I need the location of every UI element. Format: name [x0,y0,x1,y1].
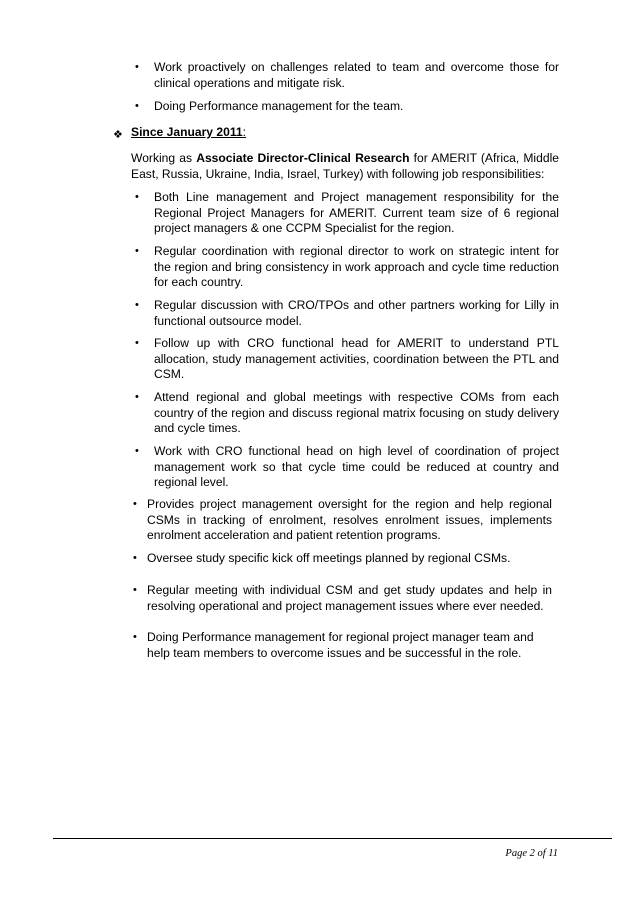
list-item-text: Regular coordination with regional director to work on strategic intent for the region and bring consistency in work approach and cycle time reduction for each country. [154,244,559,290]
diamond-bullet-icon: ❖ [113,128,123,141]
list-item [135,244,559,291]
list-item [135,444,559,491]
bullet-icon: • [133,631,137,643]
list-item [135,99,559,115]
bullet-icon: • [133,498,137,510]
list-item-text: Regular discussion with CRO/TPOs and other partners working for Lilly in functional outsource model. [154,298,559,328]
section-heading-text: Since January 2011 [131,125,243,139]
list-item [135,60,559,91]
section-intro [131,151,559,182]
list-item [135,298,559,329]
footer-rule [53,838,612,839]
list-item [135,336,559,383]
list-item [133,551,552,567]
bullet-icon: • [135,61,139,73]
list-item-text: Regular meeting with individual CSM and get study updates and help in resolving operational and project management issues where ever needed. [147,583,552,613]
page-number: Page 2 of 11 [505,848,558,859]
list-item-text: Provides project management oversight for the region and help regional CSMs in tracking of enrolment, resolves enrolment issues, implements enrolment acceleration and patient retention programs. [147,497,552,543]
list-item [135,190,559,237]
bullet-icon: • [133,584,137,596]
bullet-icon: • [135,299,139,311]
list-item-text: Work proactively on challenges related to team and overcome those for clinical operations and mitigate risk. [154,60,559,90]
intro-prefix: Working as [131,151,197,165]
intro-role: Associate Director-Clinical Research [196,151,410,165]
list-item-text: Doing Performance management for the team. [154,99,404,113]
bullet-icon: • [135,337,139,349]
bullet-icon: • [135,100,139,112]
bullet-icon: • [135,245,139,257]
list-item-text: Both Line management and Project management responsibility for the Regional Project Managers for AMERIT. Current team size of 6 regional project managers & one CCPM Specialist for the region. [154,190,559,236]
list-item [133,583,552,614]
list-item-text: Work with CRO functional head on high level of coordination of project management work so that cycle time could be reduced at country and regional level. [154,444,559,490]
section-heading-colon: : [242,125,246,139]
list-item-text: Doing Performance management for regional project manager team and help team members to overcome issues and be successful in the role. [147,630,534,660]
list-item-text: Follow up with CRO functional head for AMERIT to understand PTL allocation, study management activities, coordination between the PTL and CSM. [154,336,559,382]
bullet-icon: • [135,191,139,203]
list-item-text: Attend regional and global meetings with respective COMs from each country of the region and discuss regional matrix focusing on study delivery and cycle times. [154,390,559,436]
intro-rest: for AMERIT (Africa, Middle East, Russia, Ukraine, India, Israel, Turkey) with following job responsibilities: [131,151,559,181]
section-heading [131,125,246,141]
bullet-icon: • [135,391,139,403]
list-item [133,630,552,661]
bullet-icon: • [135,445,139,457]
bullet-icon: • [133,552,137,564]
list-item [133,497,552,544]
list-item-text: Oversee study specific kick off meetings planned by regional CSMs. [147,551,511,565]
list-item [135,390,559,437]
